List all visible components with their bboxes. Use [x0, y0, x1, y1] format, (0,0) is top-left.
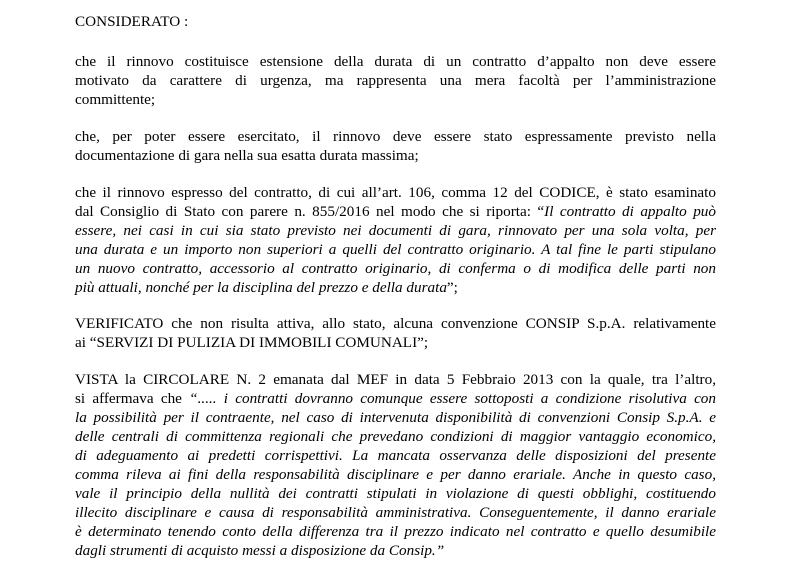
- heading-considerato: CONSIDERATO :: [75, 13, 189, 30]
- p3-line-2-upright: dal Consiglio di Stato con parere n. 855/2016 nel modo che si riporta: “: [75, 203, 545, 220]
- p5-line-5: di adeguamento ai predetti corrispettivi. La mancata osservanza delle disposizioni del presente: [75, 447, 716, 464]
- p5-line-2: [75, 389, 716, 409]
- p1-line-3: committente;: [75, 91, 156, 108]
- p5-line-7: vale il principio della nullità dei contratti stipulati in violazione di questi obblighi, costituendo: [75, 485, 716, 502]
- p3-line-3: essere, nei casi in cui sia stato previsto nei documenti di gara, rinnovato per una sola volta, per: [75, 222, 716, 239]
- p3-line-4: una durata e un importo non superiori a quelli del contratto originario. A tal fine le parti stipulano: [75, 241, 716, 258]
- p4-line-1: VERIFICATO che non risulta attiva, allo stato, alcuna convenzione CONSIP S.p.A. relativamente: [75, 315, 716, 332]
- p5-line-3: la possibilità per il contraente, nel caso di intervenuta disponibilità di convenzioni Consip S.p.A. e: [75, 409, 716, 426]
- p3-line-2-quote: Il contratto di appalto può: [544, 203, 716, 220]
- p3-line-2: [75, 202, 716, 222]
- p1-line-2: motivato da carattere di urgenza, ma rappresenta una mera facoltà per l’amministrazione: [75, 72, 716, 89]
- p3-line-5: un nuovo contratto, accessorio al contratto originario, di conferma o di modifica delle parti non: [75, 260, 716, 277]
- p3-line-6-end: ”;: [446, 279, 458, 296]
- p3-line-6: [75, 278, 716, 298]
- p5-line-8: illecito disciplinare e causa di responsabilità amministrativa. Conseguentemente, il danno erariale: [75, 504, 716, 521]
- p5-line-1: VISTA la CIRCOLARE N. 2 emanata dal MEF in data 5 Febbraio 2013 con la quale, tra l’altro,: [75, 371, 716, 388]
- p5-line-10: dagli strumenti di acquisto messi a disposizione da Consip.”: [75, 542, 445, 559]
- p5-line-2-upright: si affermava che: [75, 390, 190, 407]
- p2-line-2: documentazione di gara nella sua esatta durata massima;: [75, 147, 419, 164]
- p1-line-1: che il rinnovo costituisce estensione della durata di un contratto d’appalto non deve essere: [75, 53, 716, 70]
- p2-line-1: che, per poter essere esercitato, il rinnovo deve essere stato espressamente previsto nella: [75, 128, 716, 145]
- p5-line-4: delle centrali di committenza regionali che prevedano condizioni di maggior vantaggio economico,: [75, 428, 716, 445]
- p3-line-6-quote: più attuali, nonché per la disciplina del prezzo e della durata: [75, 279, 447, 296]
- p5-line-6: comma rileva ai fini della responsabilità disciplinare e per danno erariale. Anche in questo caso,: [75, 466, 716, 483]
- p4-line-2: ai “SERVIZI DI PULIZIA DI IMMOBILI COMUNALI”;: [75, 334, 429, 351]
- p3-line-1: che il rinnovo espresso del contratto, di cui all’art. 106, comma 12 del CODICE, è stato esaminato: [75, 184, 716, 201]
- p5-line-2-quote: “..... i contratti dovranno comunque essere sottoposti a condizione risolutiva con: [189, 390, 716, 407]
- p5-line-9: è determinato tenendo conto della differenza tra il prezzo indicato nel contratto e quello desumibile: [75, 523, 716, 540]
